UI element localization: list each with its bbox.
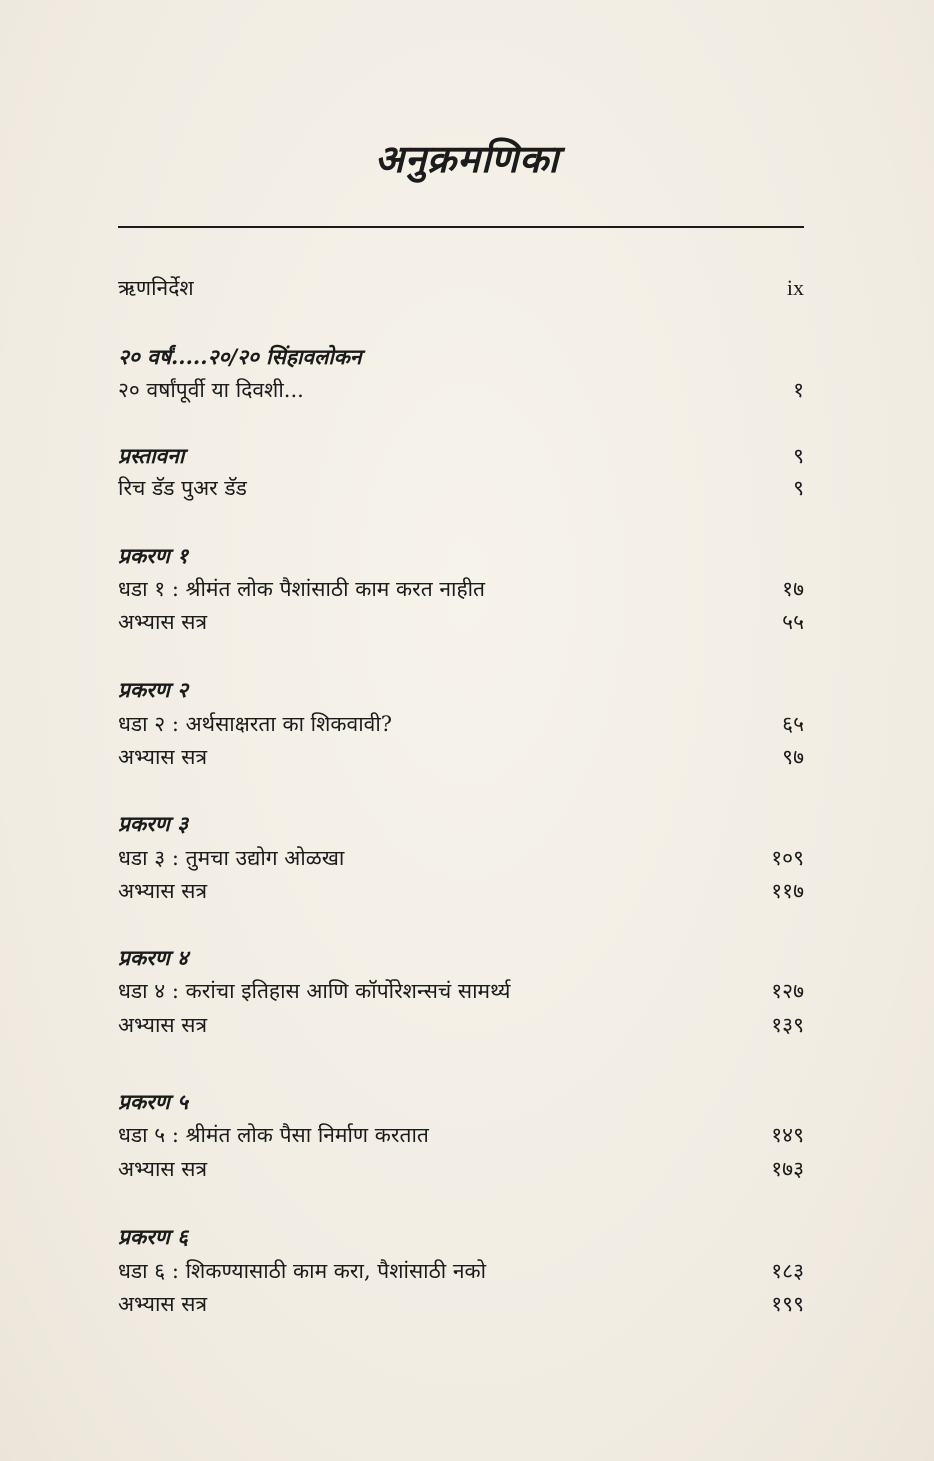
toc-page-number: १ [793,378,804,402]
toc-entry [118,875,804,907]
toc-page-number: १७ [782,577,804,601]
toc-entry-label: धडा ४ : करांचा इतिहास आणि कॉर्पोरेशन्सचं सामर्थ्य [118,979,511,1003]
page-title: अनुक्रमणिका [374,136,560,181]
toc-page-number: १२७ [771,979,804,1003]
toc-page-number: १३९ [771,1013,804,1037]
toc-heading-label: २० वर्षं.....२०/२० सिंहावलोकन [118,344,362,369]
toc-page-number: १९९ [771,1292,804,1316]
toc-heading-preface [118,440,804,472]
toc-entry [118,1153,804,1185]
toc-page-number: १४९ [771,1123,804,1147]
toc-heading-label: प्रकरण २ [118,677,189,702]
toc-entry [118,472,804,504]
toc-entry-label: अभ्यास सत्र [118,1157,208,1181]
toc-page-number: ५५ [782,610,804,634]
toc-heading-chapter-5 [118,1086,804,1118]
toc-entry [118,975,804,1007]
toc-heading-chapter-3 [118,808,804,840]
toc-page-number: १८३ [771,1259,804,1283]
toc-heading-label: प्रकरण ४ [118,945,189,970]
toc-entry-label: २० वर्षांपूर्वी या दिवशी... [118,378,304,402]
toc-heading-chapter-1 [118,540,804,572]
toc-entry [118,374,804,406]
toc-heading-chapter-2 [118,674,804,706]
toc-page-number: ११७ [771,879,804,903]
toc-entry-label: धडा ३ : तुमचा उद्योग ओळखा [118,846,345,870]
toc-page-number: ९ [793,444,804,468]
toc-entry [118,842,804,874]
toc-entry [118,1255,804,1287]
toc-heading-label: प्रकरण ५ [118,1089,189,1114]
toc-entry [118,1119,804,1151]
toc-entry-label: अभ्यास सत्र [118,610,208,634]
toc-page-number: ९ [793,476,804,500]
toc-heading-retrospective [118,341,804,373]
toc-entry [118,1009,804,1041]
toc-entry [118,573,804,605]
toc-entry-label: अभ्यास सत्र [118,1013,208,1037]
toc-entry-label: धडा १ : श्रीमंत लोक पैशांसाठी काम करत नाहीत [118,577,486,601]
toc-page-number: १७३ [771,1157,804,1181]
toc-page-number: ix [786,275,804,300]
toc-heading-label: प्रकरण १ [118,543,189,568]
toc-heading-label: प्रस्तावना [118,443,185,468]
toc-entry [118,708,804,740]
toc-page-number: ६५ [782,712,804,736]
toc-heading-chapter-6 [118,1221,804,1253]
toc-entry [118,741,804,773]
toc-entry-acknowledgement [118,272,804,304]
toc-heading-label: प्रकरण ३ [118,811,189,836]
toc-entry-label: अभ्यास सत्र [118,879,208,903]
toc-entry-label: ऋणनिर्देश [118,276,194,300]
toc-heading-label: प्रकरण ६ [118,1224,189,1249]
toc-page-number: ९७ [782,745,804,769]
toc-entry [118,606,804,638]
toc-heading-chapter-4 [118,942,804,974]
title-divider [118,226,804,228]
toc-entry-label: रिच डॅड पुअर डॅड [118,476,247,500]
toc-entry-label: धडा ६ : शिकण्यासाठी काम करा, पैशांसाठी नको [118,1259,487,1283]
toc-entry-label: धडा ५ : श्रीमंत लोक पैसा निर्माण करतात [118,1123,429,1147]
toc-page-number: १०९ [771,846,804,870]
toc-entry-label: धडा २ : अर्थसाक्षरता का शिकवावी? [118,712,393,736]
toc-entry-label: अभ्यास सत्र [118,745,208,769]
toc-entry-label: अभ्यास सत्र [118,1292,208,1316]
toc-entry [118,1288,804,1320]
